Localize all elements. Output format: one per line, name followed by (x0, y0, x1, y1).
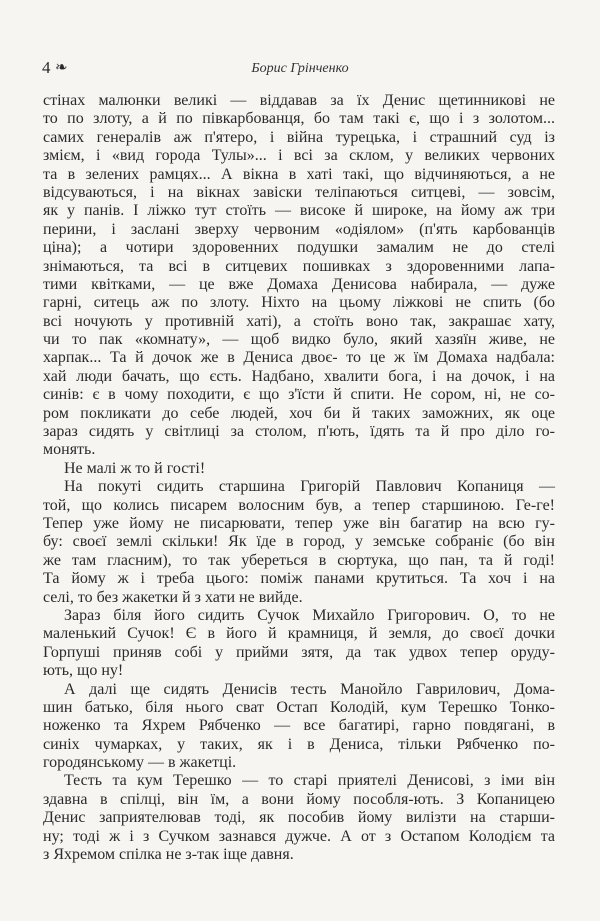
text-line: шин батько, біля нього сват Остап Колодій, кум Терешко Тонко- (43, 698, 555, 716)
running-head-author: Борис Грінченко (251, 61, 349, 76)
text-line: На покуті сидить старшина Григорій Павлович Копаниця — (64, 478, 555, 496)
text-line: синів: є в чому походити, є що з'їсти й спити. Не сором, ні, не со- (43, 386, 555, 404)
text-line: Зараз біля його сидить Сучок Михайло Григорович. О, то не (64, 606, 555, 624)
text-line: А далі ще сидять Денисів тесть Манойло Гаврилович, Дома- (64, 680, 555, 698)
text-line: самих генералів аж п'ятеро, і війна турецька, і страшний суд із (43, 128, 555, 146)
text-line: Та йому ж і треба цього: поміж панами крутиться. Та хоч і на (43, 570, 555, 588)
text-line: ціна); а чотири здоровенних подушки замалим не до стелі (43, 239, 555, 257)
paragraph (43, 772, 555, 864)
text-line: відсуваються, і на вікнах завіски теліпаються ситцеві, — зовсім, (43, 183, 555, 201)
text-line: Горпуші приняв собі у прийми зятя, да так удвох тепер оруду- (43, 643, 555, 661)
text-line: ноженко та Яхрем Рябченко — все багатирі, гарно повдягані, в (43, 717, 555, 735)
text-line: як у панів. І ліжко тут стоїть — високе й широке, на йому аж три (43, 202, 555, 220)
text-line: здавна в спілці, він їм, а вони йому пособля-ють. З Копаницею (43, 790, 555, 808)
text-line: знімаються, та всі в ситцевих пошивках з здоровенними лапа- (43, 257, 555, 275)
paragraph (43, 681, 555, 773)
text-line: всі ночують у противній хаті), а стоїть воно так, закрашає хату, (43, 312, 555, 330)
text-line: ють, що ну! (43, 662, 124, 680)
text-line: хай люди бачать, що єсть. Надбано, хвалити бога, і на дочок, і на (43, 367, 555, 385)
text-line: та в зелених рамцях... А вікна в хаті такі, що відчиняються, а не (43, 165, 555, 183)
text-line: ну; тоді ж і з Сучком зазнався дужче. А от з Остапом Колодієм та (43, 827, 555, 845)
text-line: Денис заприятелював тоді, як пособив йому вилізти на старши- (43, 809, 555, 827)
paragraph (43, 478, 555, 607)
text-line: тими квітками, — це вже Домаха Денисова набирала, — дуже (43, 275, 555, 293)
text-line: Тепер уже йому не писарювати, тепер уже він багатир на всю гу- (43, 514, 555, 532)
ornament-icon: ❧ (55, 60, 68, 76)
body-text (43, 92, 555, 864)
text-line: то по злоту, а й по півкарбованця, бо там такі є, що і з золотом... (43, 110, 555, 128)
text-line: городянському — в жакетці. (43, 754, 237, 772)
text-line: гарні, ситець аж по злоту. Ніхто на цьому ліжкові не спить (бо (43, 294, 555, 312)
paragraph (43, 92, 555, 460)
text-line: чи то пак «комнату», — щоб видко було, який хазяїн живе, не (43, 331, 555, 349)
text-line: з Яхремом спілка не з-так іще давня. (43, 846, 294, 864)
text-line: зараз сидять у світлиці за столом, п'ють, їдять та й про діло го- (43, 423, 555, 441)
text-line: бу: своєї землі скільки! Як їде в город, у земське собраніє (бо він (43, 533, 555, 551)
text-line: монять. (43, 441, 96, 459)
text-line: же там гласним), то так убереться в сюртука, що пан, та й годі! (43, 551, 555, 569)
text-line: Тесть та кум Терешко — то старі приятелі Денисові, з іми він (64, 772, 555, 790)
paragraph (43, 607, 555, 681)
text-line: харпак... Та й дочок же в Дениса двоє- то це ж їм Домаха надбала: (43, 349, 555, 367)
text-line: ром покликати до себе людей, хоч би й таких заможних, як оце (43, 404, 555, 422)
text-line: селі, то без жакетки й з хати не вийде. (43, 588, 303, 606)
text-line: той, що колись писарем волосним був, а тепер старшиною. Ге-ге! (43, 496, 555, 514)
text-line: Не малі ж то й гості! (64, 459, 206, 477)
paragraph (43, 460, 555, 478)
page-number: 4 (42, 58, 51, 77)
text-line: синіх чумарках, у таких, як і в Дениса, тільки Рябченко по- (43, 735, 555, 753)
text-line: перини, і заслані зверху червоним «одіялом» (п'ять карбованців (43, 220, 555, 238)
text-line: змієм, і «вид города Тулы»... і всі за склом, у великих червоних (43, 147, 555, 165)
text-line: маленький Сучок! Є в його й крамниця, й земля, до своєї дочки (43, 625, 555, 643)
text-line: стінах малюнки великі — віддавав за їх Денис щетинникові не (43, 92, 555, 109)
